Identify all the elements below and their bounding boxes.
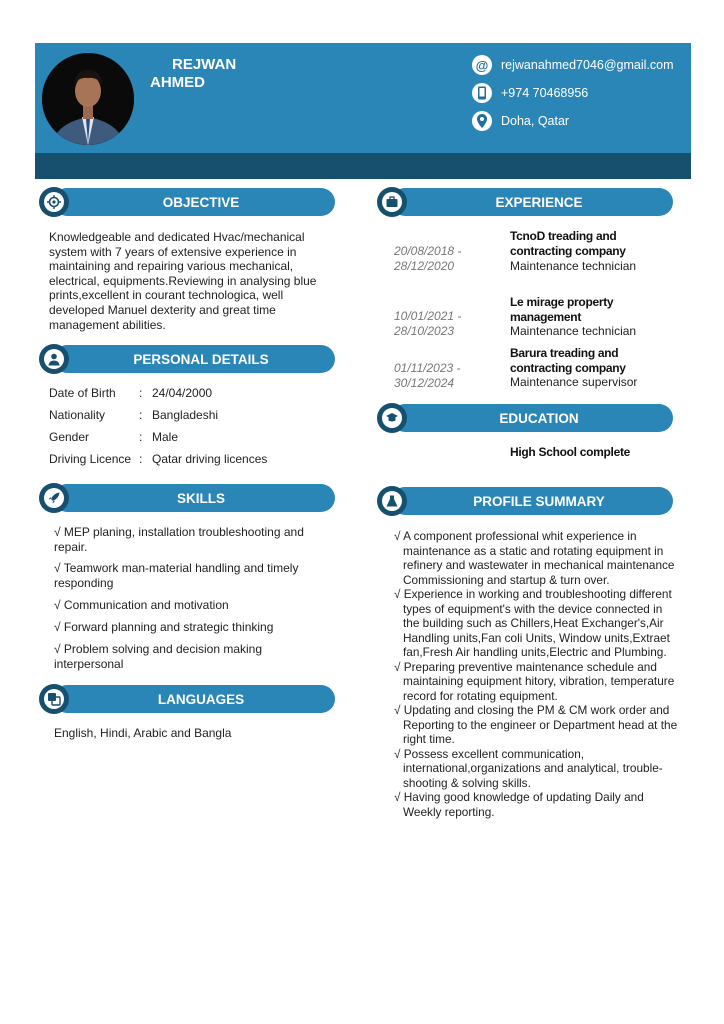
target-icon	[39, 187, 69, 217]
experience-role: Maintenance technician	[510, 324, 637, 338]
languages-heading: LANGUAGES	[53, 685, 335, 713]
skill-item: √ Problem solving and decision making interpersonal	[54, 642, 263, 671]
location-pin-icon	[472, 111, 492, 131]
profile-summary-item: √ Having good knowledge of updating Daily and Weekly reporting.	[394, 790, 644, 819]
last-name: AHMED	[150, 74, 205, 91]
profile-summary-item: √ A component professional whit experience in maintenance as a static and rotating equipment in refinery and wastewater in mechanical maintenance Commissioning and startup & turn over.	[394, 529, 675, 587]
experience-section-header	[377, 187, 673, 217]
personal-heading: PERSONAL DETAILS	[53, 345, 335, 373]
contact-email[interactable]	[472, 54, 692, 76]
objective-text: Knowledgeable and dedicated Hvac/mechanical system with 7 years of extensive experience in maintaining and repairing various mechanical, electrical, equipments.Reviewing in analysing blue prints,excellent in courant technologica, well developed Manuel dexterity and great time management abilities.	[49, 230, 317, 332]
education-item: High School complete	[510, 445, 631, 459]
dob-colon: :	[139, 386, 143, 400]
profile-section-header	[377, 486, 673, 516]
candidate-name	[150, 56, 260, 92]
personal-section-header	[39, 344, 335, 374]
dob-label: Date of Birth	[49, 386, 116, 400]
languages-text: English, Hindi, Arabic and Bangla	[54, 726, 232, 740]
gender-colon: :	[139, 430, 143, 444]
flask-icon	[377, 486, 407, 516]
experience-heading: EXPERIENCE	[391, 188, 673, 216]
contact-location	[472, 110, 692, 132]
licence-colon: :	[139, 452, 143, 466]
profile-summary-item: √ Preparing preventive maintenance schedule and maintaining equipment hitory, vibration, temperature record for rotating equipment.	[394, 659, 675, 703]
experience-dates: 20/08/2018 - 28/12/2020	[394, 244, 462, 273]
profile-summary-item: √ Updating and closing the PM & CM work order and Reporting to the engineer or Department head at the right time.	[394, 703, 678, 746]
education-heading: EDUCATION	[391, 404, 673, 432]
translate-icon	[39, 684, 69, 714]
profile-heading: PROFILE SUMMARY	[391, 487, 673, 515]
profile-summary-list	[394, 529, 679, 819]
experience-role: Maintenance supervisor	[510, 375, 638, 389]
nationality-colon: :	[139, 408, 143, 422]
licence-value: Qatar driving licences	[152, 452, 268, 466]
education-section-header	[377, 403, 673, 433]
gender-label: Gender	[49, 430, 90, 444]
contact-phone[interactable]	[472, 82, 692, 104]
experience-company: Barura treading and contracting company	[510, 346, 626, 375]
phone-text: +974 70468956	[501, 86, 589, 100]
first-name: REJWAN	[172, 56, 237, 73]
briefcase-icon	[377, 187, 407, 217]
skill-item: √ MEP planing, installation troubleshooting and repair.	[54, 525, 304, 554]
experience-role: Maintenance technician	[510, 259, 637, 273]
graduation-cap-icon	[377, 403, 407, 433]
profile-summary-item: √ Experience in working and troubleshooting different types of equipment's with the device connected in the building such as Chillers,Heat Exchanger's,Air Handling units,Fan coli Units, Window units,Extraet fan,Fresh Air handling units,Electric and Plumbing.	[394, 587, 672, 659]
skills-section-header	[39, 483, 335, 513]
at-icon: @	[472, 55, 492, 75]
experience-dates: 10/01/2021 - 28/10/2023	[394, 309, 462, 338]
skill-item: √ Communication and motivation	[54, 598, 229, 612]
skill-item: √ Forward planning and strategic thinking	[54, 620, 274, 634]
email-text: rejwanahmed7046@gmail.com	[501, 58, 674, 72]
skill-item: √ Teamwork man-material handling and timely responding	[54, 561, 299, 590]
location-text: Doha, Qatar	[501, 114, 570, 128]
languages-section-header	[39, 684, 335, 714]
objective-heading: OBJECTIVE	[53, 188, 335, 216]
profile-summary-item: √ Possess excellent communication, international,organizations and analytical, trouble-shooting & solving skills.	[394, 746, 663, 790]
objective-section-header	[39, 187, 335, 217]
rocket-icon	[39, 483, 69, 513]
experience-company: TcnoD treading and contracting company	[510, 229, 626, 258]
person-icon	[39, 344, 69, 374]
skills-heading: SKILLS	[53, 484, 335, 512]
dob-value: 24/04/2000	[152, 386, 213, 400]
phone-icon	[472, 83, 492, 103]
experience-dates: 01/11/2023 - 30/12/2024	[394, 361, 461, 390]
profile-photo	[42, 53, 134, 145]
nationality-label: Nationality	[49, 408, 106, 422]
nationality-value: Bangladeshi	[152, 408, 219, 422]
gender-value: Male	[152, 430, 179, 444]
header-band	[35, 153, 691, 179]
experience-company: Le mirage property management	[510, 295, 614, 324]
licence-label: Driving Licence	[49, 452, 132, 466]
